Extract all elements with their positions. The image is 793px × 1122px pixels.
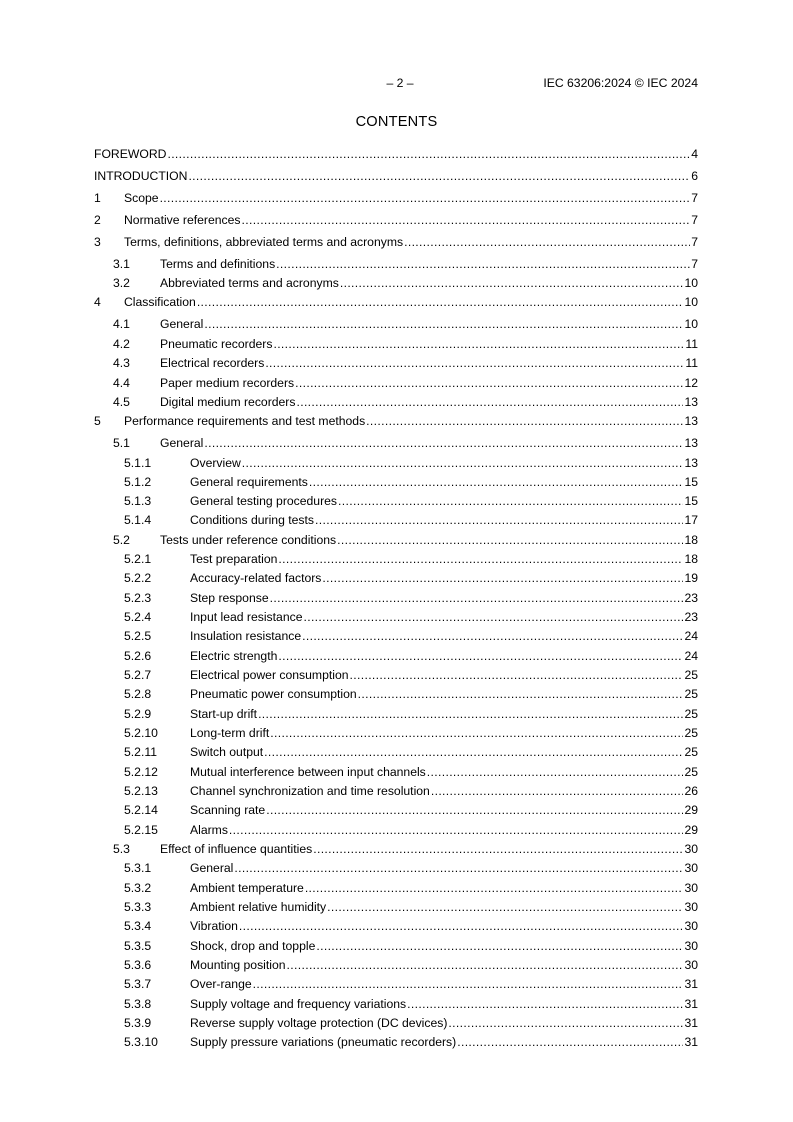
toc-page-number: 18: [684, 552, 698, 566]
document-id: IEC 63206:2024 © IEC 2024: [543, 76, 698, 90]
toc-entry-title: Start-up drift: [190, 707, 258, 721]
page-number: – 2 –: [386, 76, 414, 90]
toc-row[interactable]: [94, 168, 698, 184]
toc-section-number: 4.2: [113, 337, 130, 351]
toc-entry-title: Terms and definitions: [160, 257, 276, 271]
toc-section-number: 5.3.7: [124, 977, 152, 991]
dot-leader: [270, 725, 683, 741]
toc-entry: [160, 435, 698, 451]
toc-row[interactable]: [94, 706, 698, 722]
toc-row[interactable]: [94, 802, 698, 818]
toc-row[interactable]: [94, 744, 698, 760]
dot-leader: [322, 570, 683, 586]
toc-page-number: 7: [691, 235, 698, 249]
dot-leader: [204, 316, 683, 332]
toc-entry-title: Ambient temperature: [190, 881, 304, 895]
toc-row[interactable]: [94, 190, 698, 206]
toc-entry: [190, 1034, 698, 1050]
toc-section-number: 4: [94, 295, 101, 309]
toc-row[interactable]: [94, 394, 698, 410]
toc-entry-title: Over-range: [190, 977, 252, 991]
toc-page-number: 10: [684, 295, 698, 309]
toc-entry-title: Overview: [190, 456, 241, 470]
toc-row[interactable]: [94, 512, 698, 528]
toc-entry: [124, 294, 698, 310]
toc-section-number: 5.2.11: [124, 745, 157, 759]
toc-entry: [190, 512, 698, 528]
dot-leader: [315, 512, 683, 528]
toc-entry-title: Performance requirements and test methods: [124, 414, 366, 428]
dot-leader: [327, 899, 683, 915]
dot-leader: [302, 628, 683, 644]
toc-page-number: 29: [684, 803, 698, 817]
toc-row[interactable]: [94, 375, 698, 391]
toc-section-number: 5.3.3: [124, 900, 152, 914]
toc-page-number: 15: [684, 494, 698, 508]
toc-section-number: 5.2.9: [124, 707, 152, 721]
dot-leader: [309, 474, 684, 490]
toc-entry-title: Electric strength: [190, 649, 278, 663]
dot-leader: [303, 609, 683, 625]
toc-row[interactable]: [94, 841, 698, 857]
toc-entry-title: Mutual interference between input channels: [190, 765, 426, 779]
dot-leader: [287, 957, 684, 973]
toc-page-number: 24: [684, 649, 698, 663]
toc-entry-title: Mounting position: [190, 958, 286, 972]
dot-leader: [296, 394, 683, 410]
dot-leader: [160, 190, 691, 206]
toc-entry: [190, 918, 698, 934]
toc-page-number: 31: [684, 1016, 698, 1030]
dot-leader: [366, 413, 683, 429]
toc-entry-title: Electrical recorders: [160, 356, 265, 370]
toc-row[interactable]: [94, 976, 698, 992]
toc-page-number: 18: [684, 533, 698, 547]
toc-entry-title: Step response: [190, 591, 269, 605]
toc-section-number: 4.4: [113, 376, 130, 390]
toc-row[interactable]: [94, 628, 698, 644]
toc-entry-title: Test preparation: [190, 552, 278, 566]
toc-entry: [190, 938, 698, 954]
toc-entry-title: Paper medium recorders: [160, 376, 295, 390]
toc-entry: [124, 234, 698, 250]
toc-entry-title: FOREWORD: [94, 147, 167, 161]
toc-section-number: 5.2.8: [124, 687, 152, 701]
toc-entry: [160, 275, 698, 291]
toc-entry-title: Effect of influence quantities: [160, 842, 313, 856]
dot-leader: [340, 275, 684, 291]
toc-entry-title: Terms, definitions, abbreviated terms and acronyms: [124, 235, 404, 249]
toc-row[interactable]: [94, 1034, 698, 1050]
dot-leader: [273, 336, 684, 352]
dot-leader: [234, 860, 683, 876]
toc-entry-title: General requirements: [190, 475, 308, 489]
toc-page-number: 30: [684, 958, 698, 972]
toc-page-number: 25: [684, 668, 698, 682]
dot-leader: [407, 996, 683, 1012]
toc-entry: [160, 375, 698, 391]
toc-row[interactable]: [94, 355, 698, 371]
toc-entry-title: Insulation resistance: [190, 629, 302, 643]
toc-row[interactable]: [94, 146, 698, 162]
toc-row[interactable]: [94, 667, 698, 683]
toc-page-number: 23: [684, 591, 698, 605]
toc-page-number: 10: [684, 276, 698, 290]
page-title: CONTENTS: [355, 114, 438, 130]
toc-entry: [190, 493, 698, 509]
toc-entry: [160, 355, 698, 371]
toc-entry: [190, 570, 698, 586]
toc-entry-title: Ambient relative humidity: [190, 900, 327, 914]
toc-row[interactable]: [94, 686, 698, 702]
toc-row[interactable]: [94, 532, 698, 548]
toc-entry: [190, 783, 698, 799]
toc-section-number: 5.3: [113, 842, 130, 856]
toc-page-number: 31: [684, 977, 698, 991]
toc-section-number: 5.2.12: [124, 765, 158, 779]
toc-section-number: 5.2.1: [124, 552, 152, 566]
toc-section-number: 1: [94, 191, 101, 205]
toc-section-number: 5.3.6: [124, 958, 152, 972]
toc-row[interactable]: [94, 336, 698, 352]
toc-section-number: 3.1: [113, 257, 130, 271]
toc-row[interactable]: [94, 822, 698, 838]
toc-page-number: 15: [684, 475, 698, 489]
dot-leader: [431, 783, 684, 799]
toc-entry: [190, 764, 698, 780]
dot-leader: [448, 1015, 683, 1031]
toc-entry: [124, 190, 698, 206]
toc-row[interactable]: [94, 938, 698, 954]
toc-page-number: 25: [684, 687, 698, 701]
dot-leader: [188, 168, 690, 184]
toc-entry-title: Digital medium recorders: [160, 395, 296, 409]
dot-leader: [264, 744, 683, 760]
toc-page-number: 25: [684, 745, 698, 759]
toc-section-number: 5.2: [113, 533, 130, 547]
toc-entry: [190, 706, 698, 722]
toc-entry: [160, 256, 698, 272]
toc-section-number: 5: [94, 414, 101, 428]
toc-section-number: 5.2.5: [124, 629, 152, 643]
toc-section-number: 5.1.4: [124, 513, 152, 527]
toc-page-number: 24: [684, 629, 698, 643]
toc-row[interactable]: [94, 275, 698, 291]
toc-row[interactable]: [94, 316, 698, 332]
toc-row[interactable]: [94, 918, 698, 934]
toc-row[interactable]: [94, 435, 698, 451]
toc-section-number: 5.2.13: [124, 784, 158, 798]
toc-page-number: 10: [684, 317, 698, 331]
toc-section-number: 4.3: [113, 356, 130, 370]
dot-leader: [253, 976, 684, 992]
toc-row[interactable]: [94, 455, 698, 471]
toc-section-number: 5.3.1: [124, 861, 152, 875]
dot-leader: [313, 841, 683, 857]
toc-row[interactable]: [94, 899, 698, 915]
toc-page-number: 7: [691, 191, 698, 205]
toc-entry: [124, 212, 698, 228]
toc-row[interactable]: [94, 783, 698, 799]
dot-leader: [338, 493, 683, 509]
toc-page-number: 13: [684, 436, 698, 450]
toc-entry: [160, 316, 698, 332]
dot-leader: [167, 146, 690, 162]
toc-entry-title: Long-term drift: [190, 726, 270, 740]
toc-entry-title: Supply pressure variations (pneumatic recorders): [190, 1035, 457, 1049]
dot-leader: [404, 234, 690, 250]
toc-row[interactable]: [94, 234, 698, 250]
toc-entry: [190, 474, 698, 490]
toc-entry-title: Classification: [124, 295, 196, 309]
toc-entry: [190, 744, 698, 760]
dot-leader: [266, 802, 683, 818]
toc-entry: [190, 880, 698, 896]
toc-entry-title: Reverse supply voltage protection (DC devices): [190, 1016, 448, 1030]
toc-entry-title: Switch output: [190, 745, 264, 759]
toc-entry-title: Conditions during tests: [190, 513, 314, 527]
toc-page-number: 11: [685, 337, 698, 351]
toc-entry: [190, 455, 698, 471]
toc-page-number: 26: [684, 784, 698, 798]
toc-entry: [190, 1015, 698, 1031]
toc-entry: [190, 628, 698, 644]
toc-entry: [190, 609, 698, 625]
toc-entry-title: Pneumatic recorders: [160, 337, 273, 351]
toc-section-number: 5.3.9: [124, 1016, 152, 1030]
toc-page-number: 31: [684, 997, 698, 1011]
toc-entry-title: Abbreviated terms and acronyms: [160, 276, 339, 290]
toc-section-number: 4.5: [113, 395, 130, 409]
dot-leader: [242, 455, 684, 471]
toc-entry: [190, 802, 698, 818]
toc-row[interactable]: [94, 609, 698, 625]
toc-row[interactable]: [94, 648, 698, 664]
toc-page-number: 7: [691, 257, 698, 271]
toc-entry: [124, 413, 698, 429]
toc-page-number: 11: [685, 356, 698, 370]
toc-section-number: 5.2.3: [124, 591, 152, 605]
toc-section-number: 4.1: [113, 317, 130, 331]
toc-row[interactable]: [94, 860, 698, 876]
toc-entry-title: Tests under reference conditions: [160, 533, 337, 547]
toc-page-number: 19: [684, 571, 698, 585]
toc-section-number: 2: [94, 213, 101, 227]
dot-leader: [337, 532, 683, 548]
toc-page-number: 30: [684, 919, 698, 933]
toc-entry-title: Input lead resistance: [190, 610, 303, 624]
toc-entry: [160, 394, 698, 410]
dot-leader: [278, 551, 683, 567]
toc-page-number: 13: [684, 414, 698, 428]
toc-section-number: 5.2.7: [124, 668, 152, 682]
dot-leader: [239, 918, 684, 934]
dot-leader: [350, 667, 684, 683]
toc-section-number: 5.3.4: [124, 919, 152, 933]
toc-entry-title: General: [160, 317, 204, 331]
toc-section-number: 5.2.4: [124, 610, 152, 624]
toc-section-number: 5.1.2: [124, 475, 152, 489]
toc-entry-title: Scope: [124, 191, 159, 205]
toc-section-number: 5.1: [113, 436, 130, 450]
toc-row[interactable]: [94, 880, 698, 896]
toc-page-number: 6: [691, 169, 698, 183]
toc-page-number: 30: [684, 900, 698, 914]
dot-leader: [258, 706, 683, 722]
toc-page-number: 25: [684, 726, 698, 740]
toc-entry-title: Alarms: [190, 823, 228, 837]
toc-row[interactable]: [94, 413, 698, 429]
toc-entry: [160, 841, 698, 857]
toc-row[interactable]: [94, 212, 698, 228]
toc-entry-title: Shock, drop and topple: [190, 939, 316, 953]
toc-entry-title: Supply voltage and frequency variations: [190, 997, 407, 1011]
toc-page-number: 30: [684, 842, 698, 856]
toc-entry: [190, 822, 698, 838]
toc-page-number: 4: [691, 147, 698, 161]
toc-section-number: 5.3.2: [124, 881, 152, 895]
toc-page-number: 25: [684, 707, 698, 721]
dot-leader: [270, 590, 684, 606]
page-header: [94, 76, 698, 92]
toc-section-number: 5.2.10: [124, 726, 158, 740]
toc-page-number: 13: [684, 395, 698, 409]
toc-section-number: 5.2.14: [124, 803, 158, 817]
toc-entry: [160, 336, 698, 352]
toc-entry: [190, 551, 698, 567]
dot-leader: [427, 764, 684, 780]
toc-entry: [190, 648, 698, 664]
toc-page-number: 12: [684, 376, 698, 390]
toc-section-number: 5.3.10: [124, 1035, 158, 1049]
dot-leader: [457, 1034, 683, 1050]
toc-section-number: 5.2.6: [124, 649, 152, 663]
toc-entry: [190, 667, 698, 683]
toc-entry-title: Electrical power consumption: [190, 668, 349, 682]
toc-page-number: 30: [684, 939, 698, 953]
toc-row[interactable]: [94, 996, 698, 1012]
toc-entry: [190, 725, 698, 741]
toc-row[interactable]: [94, 957, 698, 973]
toc-entry: [190, 957, 698, 973]
dot-leader: [276, 256, 690, 272]
toc-entry: [190, 686, 698, 702]
toc-page-number: 25: [684, 765, 698, 779]
toc-section-number: 5.1.1: [124, 456, 152, 470]
toc-section-number: 5.2.15: [124, 823, 158, 837]
toc-row[interactable]: [94, 294, 698, 310]
toc-entry: [190, 976, 698, 992]
toc-entry-title: General testing procedures: [190, 494, 338, 508]
toc-section-number: 5.3.5: [124, 939, 152, 953]
dot-leader: [204, 435, 683, 451]
toc-entry-title: Channel synchronization and time resolution: [190, 784, 430, 798]
toc-entry-title: Pneumatic power consumption: [190, 687, 357, 701]
dot-leader: [229, 822, 684, 838]
toc-entry-title: Vibration: [190, 919, 238, 933]
toc-entry: [160, 532, 698, 548]
toc-section-number: 5.3.8: [124, 997, 152, 1011]
toc-entry: [190, 860, 698, 876]
dot-leader: [265, 355, 684, 371]
toc-row[interactable]: [94, 590, 698, 606]
toc-entry-title: Normative references: [124, 213, 241, 227]
dot-leader: [242, 212, 691, 228]
toc-entry: [94, 146, 698, 162]
toc-page-number: 17: [684, 513, 698, 527]
toc-entry: [190, 899, 698, 915]
toc-page-number: 7: [691, 213, 698, 227]
dot-leader: [197, 294, 684, 310]
toc-entry-title: General: [160, 436, 204, 450]
toc-page-number: 31: [684, 1035, 698, 1049]
toc-entry: [94, 168, 698, 184]
toc-entry-title: General: [190, 861, 234, 875]
toc-entry: [190, 996, 698, 1012]
toc-row[interactable]: [94, 551, 698, 567]
toc-entry-title: INTRODUCTION: [94, 169, 188, 183]
toc-section-number: 5.2.2: [124, 571, 152, 585]
toc-row[interactable]: [94, 764, 698, 780]
toc-entry-title: Scanning rate: [190, 803, 266, 817]
toc-page-number: 13: [684, 456, 698, 470]
dot-leader: [295, 375, 683, 391]
toc-row[interactable]: [94, 725, 698, 741]
toc-page-number: 29: [684, 823, 698, 837]
toc-row[interactable]: [94, 256, 698, 272]
dot-leader: [358, 686, 684, 702]
dot-leader: [305, 880, 684, 896]
toc-entry-title: Accuracy-related factors: [190, 571, 322, 585]
toc-row[interactable]: [94, 570, 698, 586]
toc-section-number: 5.1.3: [124, 494, 152, 508]
toc-page-number: 30: [684, 881, 698, 895]
dot-leader: [278, 648, 683, 664]
toc-page-number: 30: [684, 861, 698, 875]
toc-row[interactable]: [94, 474, 698, 490]
toc-page-number: 23: [684, 610, 698, 624]
toc-section-number: 3: [94, 235, 101, 249]
toc-entry: [190, 590, 698, 606]
dot-leader: [316, 938, 683, 954]
toc-row[interactable]: [94, 1015, 698, 1031]
toc-row[interactable]: [94, 493, 698, 509]
toc-section-number: 3.2: [113, 276, 130, 290]
